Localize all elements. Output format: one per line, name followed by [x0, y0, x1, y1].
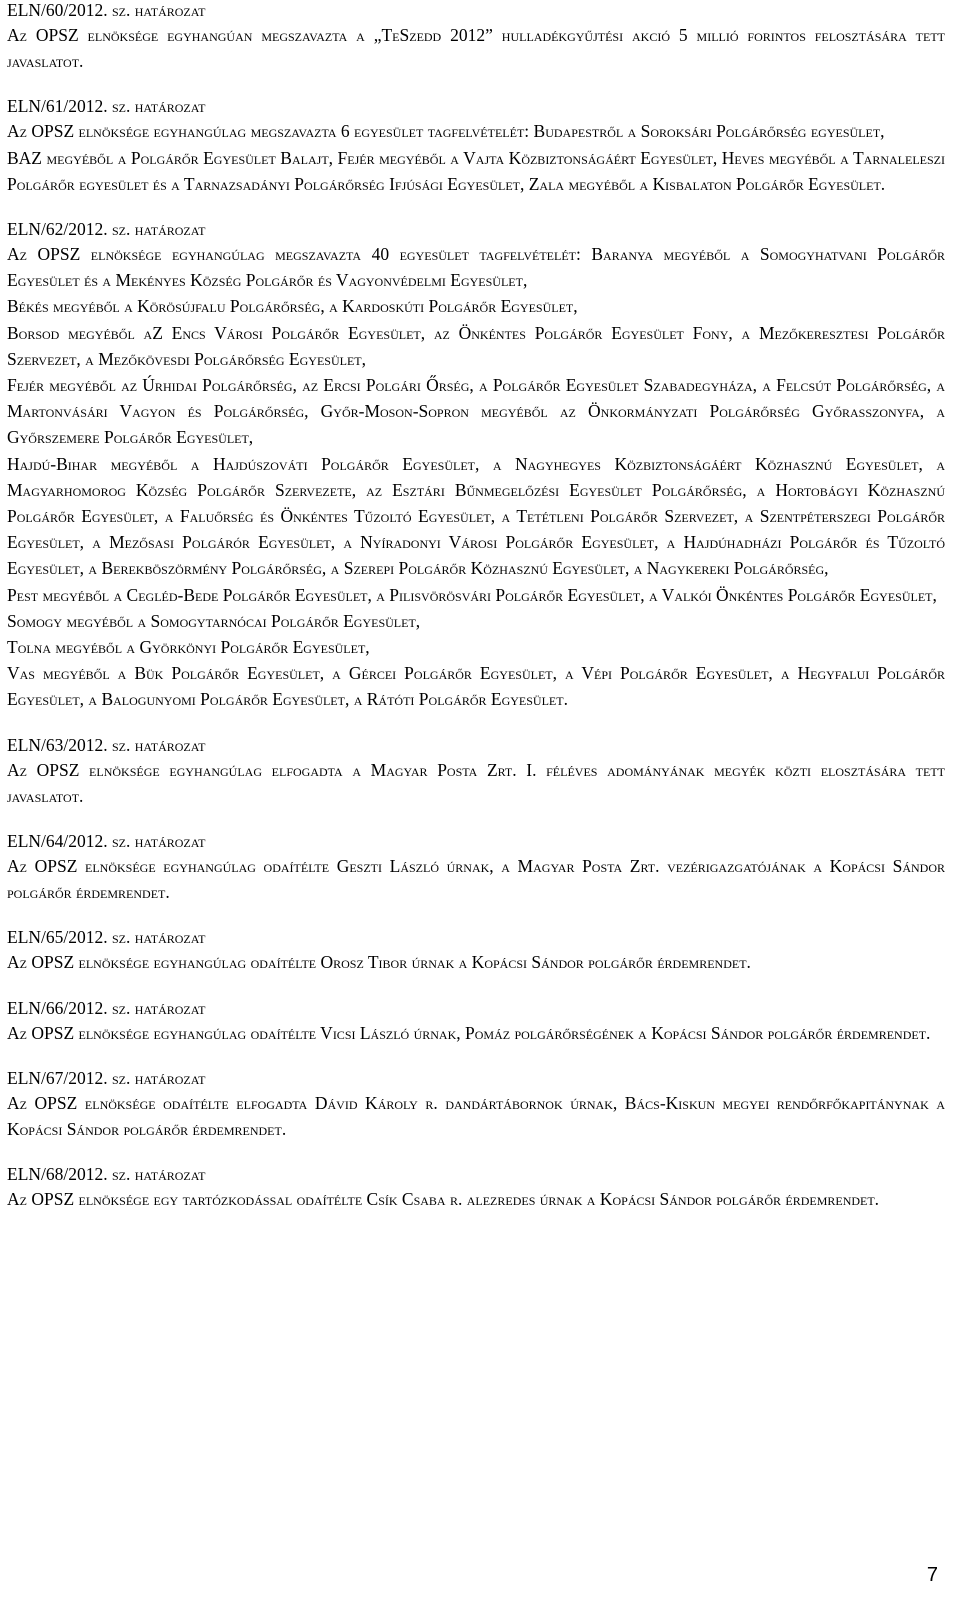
- resolution-heading: [7, 998, 945, 1018]
- resolution-paragraph: Az OPSZ elnöksége egy tartózkodással odaítélte Csík Csaba r. alezredes úrnak a Kopácsi Sándor polgárőr érdemrendet.: [7, 1189, 880, 1210]
- resolution-number: ELN/68/2012.: [7, 1164, 108, 1185]
- resolution-paragraph: Az OPSZ elnöksége egyhangúan megszavazta a „TeSzedd 2012” hulladékgyűjtési akció 5 millió forintos felosztására tett javaslatot.: [7, 25, 945, 72]
- resolution-suffix: sz. határozat: [112, 96, 206, 117]
- resolution-number: ELN/66/2012.: [7, 997, 108, 1018]
- resolution-paragraph: Az OPSZ elnöksége egyhangúlag odaítélte Vicsi László úrnak, Pomáz polgárőrségének a Kopácsi Sándor polgárőr érdemrendet.: [7, 1022, 931, 1043]
- resolution-suffix: sz. határozat: [112, 831, 206, 852]
- resolution-paragraph: Fejér megyéből az Úrhidai Polgárőrség, az Ercsi Polgári Őrség, a Polgárőr Egyesület Szabadegyháza, a Felcsút Polgárőrség, a Martonvásári Vagyon és Polgárőrség, Győr-Moson-Sopron megyéből az Önkormányzati Polgárőrség Győrasszonyfa, a Győrszemere Polgárőr Egyesület,: [7, 375, 945, 448]
- resolution-heading: [7, 735, 945, 755]
- resolution-heading: [7, 96, 945, 116]
- resolution-suffix: sz. határozat: [112, 1067, 206, 1088]
- resolution-paragraph: Hajdú-Bihar megyéből a Hajdúszováti Polgárőr Egyesület, a Nagyhegyes Közbiztonságáért Közhasznú Egyesület, a Magyarhomorog Község Polgárőr Szervezete, az Esztári Bűnmegelőzési Egyesület Polgárőrség, a Hortobágyi Közhasznú Polgárőr Egyesület, a Faluőrség és Önkéntes Tűzoltó Egyesület, a Tetétleni Polgárőr Szervezet, a Szentpéterszegi Polgárőr Egyesület, a Mezősasi Polgárór Egyesület, a Nyíradonyi Városi Polgárőr Egyesület, a Hajdúhadházi Polgárőr és Tűzoltó Egyesület, a Berekböszörmény Polgárőrség, a Szerepi Polgárőr Közhasznú Egyesület, a Nagykereki Polgárőrség,: [7, 453, 945, 579]
- resolution-text: [7, 118, 945, 197]
- resolution-number: ELN/63/2012.: [7, 734, 108, 755]
- page-number: 7: [926, 1564, 938, 1586]
- resolution-number: ELN/65/2012.: [7, 927, 108, 948]
- resolutions-list: [7, 0, 945, 1235]
- resolution-block: [7, 0, 945, 74]
- resolution-suffix: sz. határozat: [112, 927, 206, 948]
- resolution-paragraph: Az OPSZ elnöksége odaítélte elfogadta Dávid Károly r. dandártábornok úrnak, Bács-Kiskun megyei rendőrfőkapitánynak a Kopácsi Sándor polgárőr érdemrendet.: [7, 1092, 945, 1140]
- resolution-suffix: sz. határozat: [112, 0, 206, 20]
- resolution-suffix: sz. határozat: [112, 1164, 206, 1185]
- resolution-suffix: sz. határozat: [112, 997, 206, 1018]
- resolution-text: [7, 949, 945, 975]
- resolution-number: ELN/62/2012.: [7, 219, 108, 240]
- resolution-paragraph: Az OPSZ elnöksége egyhangúlag megszavazta 40 egyesület tagfelvételét: Baranya megyéből a Somogyhatvani Polgárőr Egyesület és a Mekényes Község Polgárőr és Vagyonvédelmi Egyesület,: [7, 244, 945, 291]
- resolution-heading: [7, 1164, 945, 1184]
- resolution-text: [7, 22, 945, 74]
- resolution-heading: [7, 219, 945, 239]
- resolution-paragraph: Az OPSZ elnöksége egyhangúlag megszavazta 6 egyesület tagfelvételét: Budapestről a Soroksári Polgárőrség egyesület,: [7, 121, 885, 142]
- resolution-suffix: sz. határozat: [112, 219, 206, 240]
- resolution-block: [7, 927, 945, 975]
- resolution-number: ELN/67/2012.: [7, 1067, 108, 1088]
- resolution-paragraph: Borsod megyéből aZ Encs Városi Polgárőr Egyesület, az Önkéntes Polgárőr Egyesület Fony, a Mezőkeresztesi Polgárőr Szervezet, a Mezőkövesdi Polgárőrség Egyesület,: [7, 322, 945, 369]
- resolution-block: [7, 998, 945, 1046]
- resolution-text: [7, 1020, 945, 1046]
- resolution-paragraph: Az OPSZ elnöksége egyhangúlag odaítélte Geszti László úrnak, a Magyar Posta Zrt. vezérigazgatójának a Kopácsi Sándor polgárőr érdemrendet.: [7, 856, 945, 903]
- resolution-paragraph: Tolna megyéből a Györkönyi Polgárőr Egyesület,: [7, 637, 370, 658]
- resolution-paragraph: Pest megyéből a Cegléd-Bede Polgárőr Egyesület, a Pilisvörösvári Polgárőr Egyesület, a Valkói Önkéntes Polgárőr Egyesület,: [7, 584, 937, 605]
- resolution-block: [7, 1164, 945, 1212]
- resolution-block: [7, 735, 945, 809]
- resolution-block: [7, 1068, 945, 1142]
- resolution-heading: [7, 1068, 945, 1088]
- resolution-paragraph: Az OPSZ elnöksége egyhangúlag elfogadta a Magyar Posta Zrt. I. féléves adományának megyék közti elosztására tett javaslatot.: [7, 759, 945, 806]
- resolution-block: [7, 831, 945, 905]
- resolution-text: [7, 1186, 945, 1212]
- resolution-paragraph: Somogy megyéből a Somogytarnócai Polgárőr Egyesület,: [7, 610, 421, 631]
- resolution-text: [7, 1090, 945, 1142]
- resolution-number: ELN/61/2012.: [7, 96, 108, 117]
- resolution-text: [7, 853, 945, 905]
- resolution-block: [7, 219, 945, 713]
- resolution-text: [7, 241, 945, 713]
- resolution-suffix: sz. határozat: [112, 734, 206, 755]
- resolution-paragraph: Az OPSZ elnöksége egyhangúlag odaítélte Orosz Tibor úrnak a Kopácsi Sándor polgárőr érdemrendet.: [7, 952, 751, 973]
- resolution-heading: [7, 831, 945, 851]
- resolution-number: ELN/64/2012.: [7, 831, 108, 852]
- resolution-text: [7, 757, 945, 809]
- resolution-paragraph: Békés megyéből a Körösújfalu Polgárőrség, a Kardoskúti Polgárőr Egyesület,: [7, 296, 578, 317]
- resolution-number: ELN/60/2012.: [7, 0, 108, 20]
- resolution-paragraph: Vas megyéből a Bük Polgárőr Egyesület, a Gércei Polgárőr Egyesület, a Vépi Polgárőr Egyesület, a Hegyfalui Polgárőr Egyesület, a Balogunyomi Polgárőr Egyesület, a Rátóti Polgárőr Egyesület.: [7, 663, 945, 710]
- resolution-paragraph: BAZ megyéből a Polgárőr Egyesület Balajt, Fejér megyéből a Vajta Közbiztonságáért Egyesület, Heves megyéből a Tarnaleleszi Polgárőr egyesület és a Tarnazsadányi Polgárőrség Ifjúsági Egyesület, Zala megyéből a Kisbalaton Polgárőr Egyesület.: [7, 147, 945, 194]
- resolution-block: [7, 96, 945, 197]
- resolution-heading: [7, 0, 945, 20]
- resolution-heading: [7, 927, 945, 947]
